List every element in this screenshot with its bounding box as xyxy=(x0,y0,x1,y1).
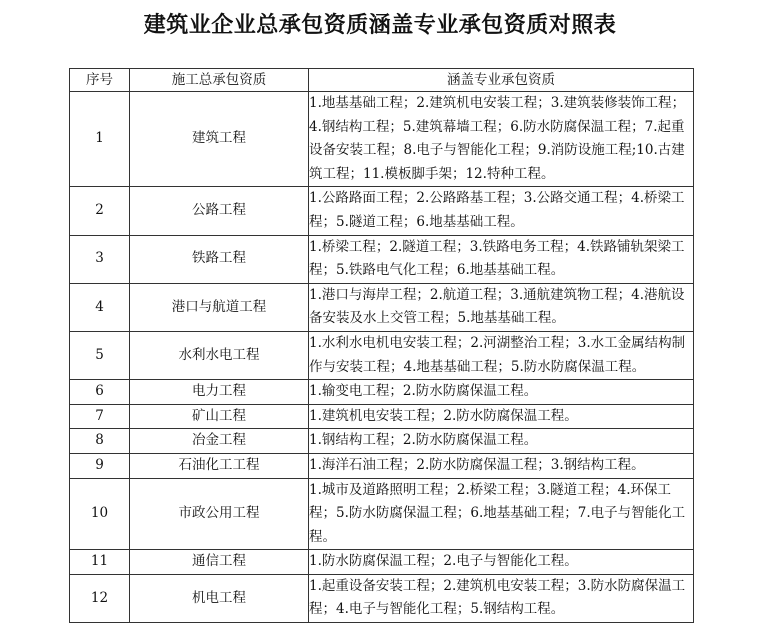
row-number: 3 xyxy=(70,235,130,283)
table-row xyxy=(70,404,694,429)
row-number: 2 xyxy=(70,187,130,235)
general-qualification: 港口与航道工程 xyxy=(130,283,309,331)
table-row xyxy=(70,331,694,379)
general-qualification: 公路工程 xyxy=(130,187,309,235)
general-qualification: 电力工程 xyxy=(130,380,309,405)
covered-specialties: 1.钢结构工程；2.防水防腐保温工程。 xyxy=(309,429,694,454)
row-number: 8 xyxy=(70,429,130,454)
general-qualification: 石油化工工程 xyxy=(130,453,309,478)
covered-specialties: 1.城市及道路照明工程；2.桥梁工程；3.隧道工程；4.环保工程；5.防水防腐保温工程；6.地基基础工程；7.电子与智能化工程。 xyxy=(309,478,694,550)
qualification-table xyxy=(69,68,694,623)
row-number: 11 xyxy=(70,550,130,575)
table-row xyxy=(70,478,694,550)
table-row xyxy=(70,283,694,331)
header-general-contracting: 施工总承包资质 xyxy=(130,69,309,92)
covered-specialties: 1.水利水电机电安装工程；2.河湖整治工程；3.水工金属结构制作与安装工程；4.地基基础工程；5.防水防腐保温工程。 xyxy=(309,331,694,379)
general-qualification: 机电工程 xyxy=(130,574,309,622)
general-qualification: 市政公用工程 xyxy=(130,478,309,550)
table-row xyxy=(70,550,694,575)
covered-specialties: 1.防水防腐保温工程；2.电子与智能化工程。 xyxy=(309,550,694,575)
header-serial-number: 序号 xyxy=(70,69,130,92)
row-number: 4 xyxy=(70,283,130,331)
table-row xyxy=(70,187,694,235)
covered-specialties: 1.桥梁工程；2.隧道工程；3.铁路电务工程；4.铁路铺轨架梁工程；5.铁路电气化工程；6.地基基础工程。 xyxy=(309,235,694,283)
table-row xyxy=(70,453,694,478)
covered-specialties: 1.海洋石油工程；2.防水防腐保温工程；3.钢结构工程。 xyxy=(309,453,694,478)
general-qualification: 矿山工程 xyxy=(130,404,309,429)
general-qualification: 冶金工程 xyxy=(130,429,309,454)
covered-specialties: 1.起重设备安装工程；2.建筑机电安装工程；3.防水防腐保温工程；4.电子与智能化工程；5.钢结构工程。 xyxy=(309,574,694,622)
row-number: 5 xyxy=(70,331,130,379)
table-row xyxy=(70,380,694,405)
general-qualification: 建筑工程 xyxy=(130,92,309,187)
covered-specialties: 1.输变电工程；2.防水防腐保温工程。 xyxy=(309,380,694,405)
row-number: 7 xyxy=(70,404,130,429)
covered-specialties: 1.港口与海岸工程；2.航道工程；3.通航建筑物工程；4.港航设备安装及水上交管工程；5.地基基础工程。 xyxy=(309,283,694,331)
general-qualification: 铁路工程 xyxy=(130,235,309,283)
table-header-row xyxy=(70,69,694,92)
row-number: 1 xyxy=(70,92,130,187)
table-row xyxy=(70,92,694,187)
row-number: 9 xyxy=(70,453,130,478)
table-row xyxy=(70,574,694,622)
covered-specialties: 1.公路路面工程；2.公路路基工程；3.公路交通工程；4.桥梁工程；5.隧道工程；6.地基基础工程。 xyxy=(309,187,694,235)
table-row xyxy=(70,429,694,454)
row-number: 12 xyxy=(70,574,130,622)
document-title: 建筑业企业总承包资质涵盖专业承包资质对照表 xyxy=(143,13,617,38)
covered-specialties: 1.地基基础工程；2.建筑机电安装工程；3.建筑装修装饰工程；4.钢结构工程；5.建筑幕墙工程；6.防水防腐保温工程；7.起重设备安装工程；8.电子与智能化工程；9.消防设施工程;10.古建筑工程；11.模板脚手架；12.特种工程。 xyxy=(309,92,694,187)
covered-specialties: 1.建筑机电安装工程；2.防水防腐保温工程。 xyxy=(309,404,694,429)
row-number: 6 xyxy=(70,380,130,405)
row-number: 10 xyxy=(70,478,130,550)
general-qualification: 水利水电工程 xyxy=(130,331,309,379)
table-row xyxy=(70,235,694,283)
general-qualification: 通信工程 xyxy=(130,550,309,575)
header-covered-specialties: 涵盖专业承包资质 xyxy=(309,69,694,92)
